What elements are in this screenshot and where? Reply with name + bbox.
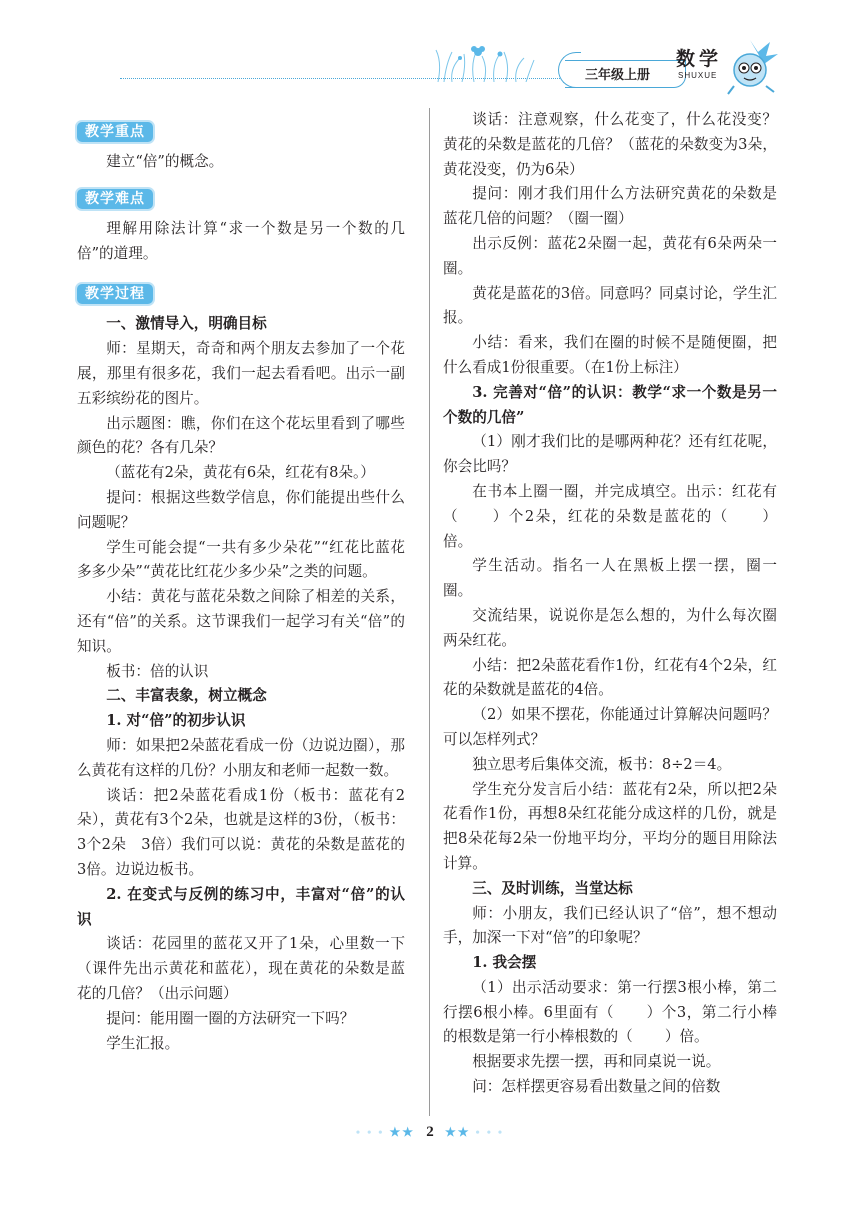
text-segment: ）倍。 bbox=[443, 507, 777, 550]
paragraph: 板书：倍的认识 bbox=[106, 662, 209, 680]
section-badge-difficulty: 教学难点 bbox=[75, 187, 155, 211]
paragraph: 学生活动。指名一人在黑板上摆一摆，圈一圈。 bbox=[443, 557, 777, 600]
paragraph: 黄花是蓝花的3倍。同意吗？同桌讨论，学生汇报。 bbox=[443, 284, 777, 327]
column-divider bbox=[429, 108, 430, 1116]
section-badge-key-point: 教学重点 bbox=[75, 120, 155, 144]
fill-in-paragraph bbox=[443, 976, 777, 1050]
text-segment: 在书本上圈一圈，并完成填空。出示：红花有（ bbox=[443, 482, 777, 525]
paragraph: 提问：能用圈一圈的方法研究一下吗？ bbox=[106, 1009, 355, 1027]
paragraph: 提问：根据这些数学信息，你们能提出些什么问题呢？ bbox=[77, 488, 405, 531]
key-point-text: 建立“倍”的概念。 bbox=[106, 153, 224, 170]
section-heading: 三、及时训练，当堂达标 bbox=[472, 879, 633, 897]
subject-title: 数学 bbox=[676, 48, 723, 70]
paragraph: 学生汇报。 bbox=[106, 1034, 180, 1052]
text-segment: ）个2朵，红花的朵数是蓝花的（ bbox=[491, 507, 729, 525]
section-heading: 一、激情导入，明确目标 bbox=[106, 315, 267, 333]
paragraph: 问：怎样摆更容易看出数量之间的倍数 bbox=[472, 1078, 721, 1096]
left-column bbox=[77, 108, 405, 1056]
star-decoration-icon: ★★ • • • bbox=[445, 1125, 505, 1139]
text-segment: （1）出示活动要求：第一行摆3根小棒，第二行摆6根小棒。6里面有（ bbox=[443, 978, 777, 1021]
subsection-heading: 1. 我会摆 bbox=[472, 954, 537, 972]
paragraph: （2）如果不摆花，你能通过计算解决问题吗？可以怎样列式？ bbox=[443, 706, 777, 748]
subsection-heading: 1. 对“倍”的初步认识 bbox=[106, 712, 246, 730]
paragraph: （蓝花有2朵，黄花有6朵，红花有8朵。） bbox=[106, 464, 375, 482]
paragraph: 出示题图：瞧，你们在这个花坛里看到了哪些颜色的花？各有几朵？ bbox=[77, 414, 405, 457]
subsection-heading: 3. 完善对“倍”的认识：教学“求一个数是另一个数的几倍” bbox=[443, 383, 777, 426]
paragraph: 学生充分发言后小结：蓝花有2朵，所以把2朵花看作1份，再想8朵红花能分成这样的几份，就是把8朵花每2朵一份地平均分，平均分的题目用除法计算。 bbox=[443, 780, 777, 872]
paragraph: 学生可能会提“一共有多少朵花”“红花比蓝花多多少朵”“黄花比红花少多少朵”之类的问题。 bbox=[77, 538, 405, 581]
mascot-icon bbox=[720, 36, 782, 96]
paragraph: 根据要求先摆一摆，再和同桌说一说。 bbox=[472, 1053, 721, 1071]
paragraph: 提问：刚才我们用什么方法研究黄花的朵数是蓝花几倍的问题？（圈一圈） bbox=[443, 185, 777, 228]
paragraph: 师：小朋友，我们已经认识了“倍”，想不想动手，加深一下对“倍”的印象呢？ bbox=[443, 904, 777, 947]
page-number: 2 bbox=[426, 1124, 434, 1140]
fill-in-paragraph bbox=[443, 480, 777, 554]
subsection-heading: 2. 在变式与反例的练习中，丰富对“倍”的认识 bbox=[77, 885, 405, 928]
paragraph: 谈话：花园里的蓝花又开了1朵，心里数一下（课件先出示黄花和蓝花），现在黄花的朵数是蓝花的几倍？（出示问题） bbox=[77, 935, 405, 1002]
paragraph: 师：如果把2朵蓝花看成一份（边说边圈），那么黄花有这样的几份？小朋友和老师一起数一数。 bbox=[77, 736, 405, 779]
right-column bbox=[443, 108, 777, 1100]
paragraph: 出示反例：蓝花2朵圈一起，黄花有6朵两朵一圈。 bbox=[443, 234, 777, 277]
section-badge-process: 教学过程 bbox=[75, 282, 155, 306]
paragraph: （1）刚才我们比的是哪两种花？还有红花呢，你会比吗？ bbox=[443, 433, 777, 476]
grade-label: 三年级上册 bbox=[585, 68, 651, 83]
paragraph: 师：星期天，奇奇和两个朋友去参加了一个花展，那里有很多花，我们一起去看看吧。出示一副五彩缤纷花的图片。 bbox=[77, 340, 405, 407]
grass-flower-decoration bbox=[430, 42, 540, 82]
paragraph: 谈话：注意观察，什么花变了，什么花没变？黄花的朵数是蓝花的几倍？（蓝花的朵数变为3朵，黄花没变，仍为6朵） bbox=[443, 111, 777, 178]
paragraph: 独立思考后集体交流，板书：8÷2＝4。 bbox=[472, 755, 732, 773]
subject-pinyin: SHUXUE bbox=[678, 71, 718, 80]
star-decoration-icon: • • • ★★ bbox=[355, 1125, 415, 1139]
paragraph: 交流结果，说说你是怎么想的，为什么每次圈两朵红花。 bbox=[443, 606, 777, 649]
paragraph: 小结：把2朵蓝花看作1份，红花有4个2朵，红花的朵数就是蓝花的4倍。 bbox=[443, 656, 777, 699]
page-footer bbox=[0, 1124, 860, 1141]
text-segment: ）个3，第二行小棒的根数是第一行小棒根数的（ bbox=[443, 1003, 777, 1046]
difficulty-text: 理解用除法计算“求一个数是另一个数的几倍”的道理。 bbox=[77, 219, 405, 262]
section-heading: 二、丰富表象，树立概念 bbox=[106, 687, 267, 705]
paragraph: 小结：看来，我们在圈的时候不是随便圈，把什么看成1份很重要。（在1份上标注） bbox=[443, 334, 777, 376]
text-segment: ）倍。 bbox=[664, 1028, 709, 1046]
paragraph: 谈话：把2朵蓝花看成1份（板书：蓝花有2朵），黄花有3个2朵，也就是这样的3份，（板书：3个2朵 3倍）我们可以说：黄花的朵数是蓝花的3倍。边说边板书。 bbox=[77, 786, 405, 878]
paragraph: 小结：黄花与蓝花朵数之间除了相差的关系，还有“倍”的关系。这节课我们一起学习有关“倍”的知识。 bbox=[77, 588, 405, 655]
